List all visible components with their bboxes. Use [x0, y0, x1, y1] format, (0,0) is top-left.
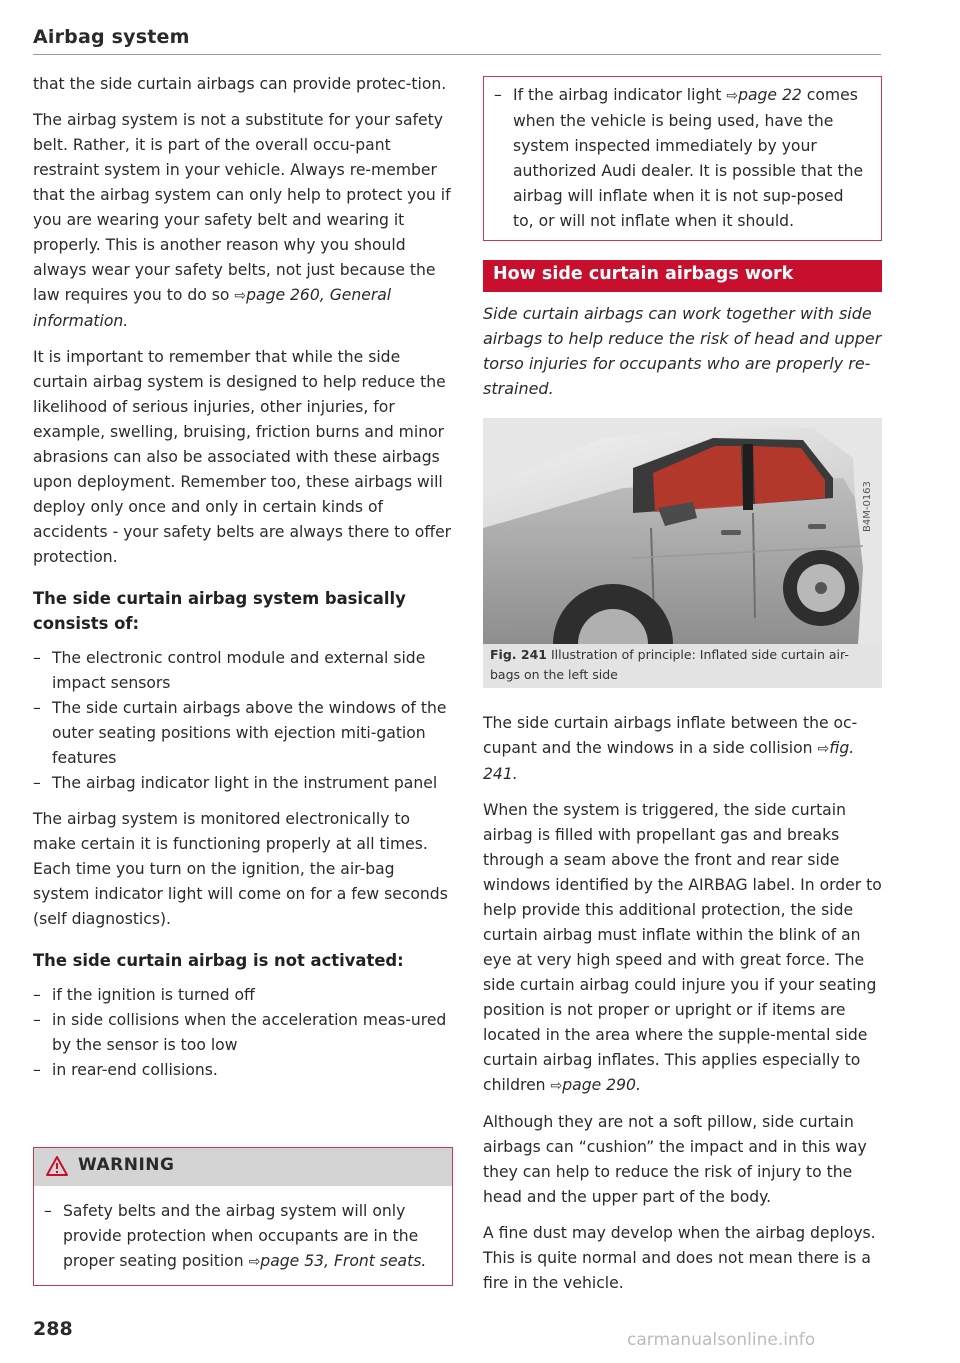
cross-reference-link[interactable]	[726, 86, 801, 104]
cross-reference-text: page 260, General information	[33, 286, 392, 330]
list-item: – if the ignition is turned off	[33, 983, 453, 1008]
note-box	[483, 76, 882, 241]
figure-caption	[490, 645, 876, 685]
list-item: – The electronic control module and external side impact sensors	[33, 646, 453, 696]
right-paragraph-1	[483, 711, 882, 787]
cross-reference-text: page 53, Front seats	[260, 1252, 422, 1270]
figure-label: Fig. 241	[490, 647, 547, 662]
warning-body	[34, 1186, 452, 1285]
subheading-not-activated: The side curtain airbag is not activated:	[33, 951, 404, 970]
right-paragraph-1-text: The side curtain airbags inflate between the oc-cupant and the windows in a side collision	[483, 714, 858, 757]
warning-triangle-icon	[46, 1156, 68, 1176]
warning-list	[44, 1199, 438, 1275]
note-text-rest: comes when the vehicle is being used, have the system inspected immediately by your authorized Audi dealer. It is possible that the airbag will inflate when it is not sup-posed to, or will not inflate when it should.	[513, 86, 864, 230]
cross-reference-text: page 22	[738, 86, 802, 104]
note-text: If the airbag indicator light	[513, 86, 722, 104]
arrow-right-icon: ⇨	[248, 1254, 261, 1270]
list-item: – The side curtain airbags above the windows of the outer seating positions with ejection miti-gation features	[33, 696, 453, 771]
right-paragraph-3: Although they are not a soft pillow, side curtain airbags can “cushion” the impact and in this way they can help to reduce the risk of injury to the head and the upper part of the body.	[483, 1113, 867, 1206]
warning-text: Safety belts and the airbag system will only provide protection when occupants are in the proper seating position	[63, 1202, 419, 1270]
intro-text: Side curtain airbags can work together with side airbags to help reduce the risk of head and upper torso injuries for occupants who are properly re-strained.	[483, 304, 882, 398]
car-side-illustration	[483, 418, 882, 644]
left-paragraph-2-text: The airbag system is not a substitute for your safety belt. Rather, it is part of the overall occu-pant restraint system in your vehicle. Always re-member that the airbag system can only help to protect you if you are wearing your safety belt and wearing it properly. This is another reason why you should always wear your safety belts, not just because the law requires you to do so	[33, 111, 451, 304]
cross-reference-text: page 290	[562, 1076, 636, 1094]
list-item: – in side collisions when the acceleration meas-ured by the sensor is too low	[33, 1008, 453, 1058]
watermark: carmanualsonline.info	[627, 1330, 816, 1350]
arrow-right-icon: ⇨	[726, 88, 739, 104]
warning-box	[33, 1147, 453, 1286]
page-number: 288	[33, 1318, 73, 1340]
left-column	[33, 72, 453, 1094]
arrow-right-icon: ⇨	[550, 1078, 563, 1094]
right-paragraph-2-text: When the system is triggered, the side curtain airbag is filled with propellant gas and breaks through a seam above the front and rear side windows identified by the AIRBAG label. In order to help provide this additional protection, the side curtain airbag must inflate within the blink of an eye at very high speed and with great force. The side curtain airbag could injure you if your seating position is not proper or upright or if items are located in the area where the supple-mental side curtain airbag inflates. This applies especially to children	[483, 801, 882, 1094]
section-title-bar	[483, 260, 882, 292]
warning-label: WARNING	[78, 1155, 175, 1175]
list-item: – in rear-end collisions.	[33, 1058, 453, 1083]
section-header-title: Airbag system	[33, 26, 190, 48]
cross-reference-text: fig. 241	[483, 739, 855, 783]
note-list	[494, 83, 869, 234]
subheading-consists-of: The side curtain airbag system basically consists of:	[33, 589, 406, 633]
cross-reference-link[interactable]: ⇨page 290.	[550, 1076, 641, 1094]
section-intro	[483, 301, 882, 412]
component-list	[33, 646, 453, 796]
section-title: How side curtain airbags work	[493, 264, 794, 284]
left-paragraph-3: It is important to remember that while the side curtain airbag system is designed to help reduce the likelihood of serious injuries, other injuries, for example, swelling, bruising, friction burns and minor abrasions can also be associated with these airbags upon deployment. Remember too, these airbags will deploy only once and only in certain kinds of accidents - your safety belts are always there to offer protection.	[33, 348, 452, 566]
note-item	[494, 83, 869, 234]
right-paragraph-2	[483, 798, 882, 1099]
not-activated-list	[33, 983, 453, 1083]
right-body	[483, 711, 882, 1307]
left-paragraph-4: The airbag system is monitored electronically to make certain it is functioning properly at all times. Each time you turn on the ignition, the air-bag system indicator light will come on for a few seconds (self diagnostics).	[33, 810, 448, 928]
page-header	[33, 26, 881, 55]
cross-reference-link[interactable]: ⇨fig. 241.	[483, 739, 855, 783]
left-paragraph-2	[33, 108, 453, 334]
figure-code: B4M-0163	[862, 481, 873, 532]
right-paragraph-4: A fine dust may develop when the airbag deploys. This is quite normal and does not mean there is a fire in the vehicle.	[483, 1224, 876, 1292]
cross-reference-link[interactable]: ⇨page 260, General information.	[33, 286, 392, 330]
warning-item	[44, 1199, 438, 1275]
warning-header	[34, 1148, 452, 1186]
figure-caption-text: Illustration of principle: Inflated side curtain air-bags on the left side	[490, 647, 849, 682]
arrow-right-icon: ⇨	[234, 288, 247, 304]
left-paragraph-1: that the side curtain airbags can provide protec-tion.	[33, 75, 447, 93]
list-item: – The airbag indicator light in the instrument panel	[33, 771, 453, 796]
cross-reference-link[interactable]: ⇨page 53, Front seats.	[248, 1252, 427, 1270]
arrow-right-icon: ⇨	[817, 741, 830, 757]
